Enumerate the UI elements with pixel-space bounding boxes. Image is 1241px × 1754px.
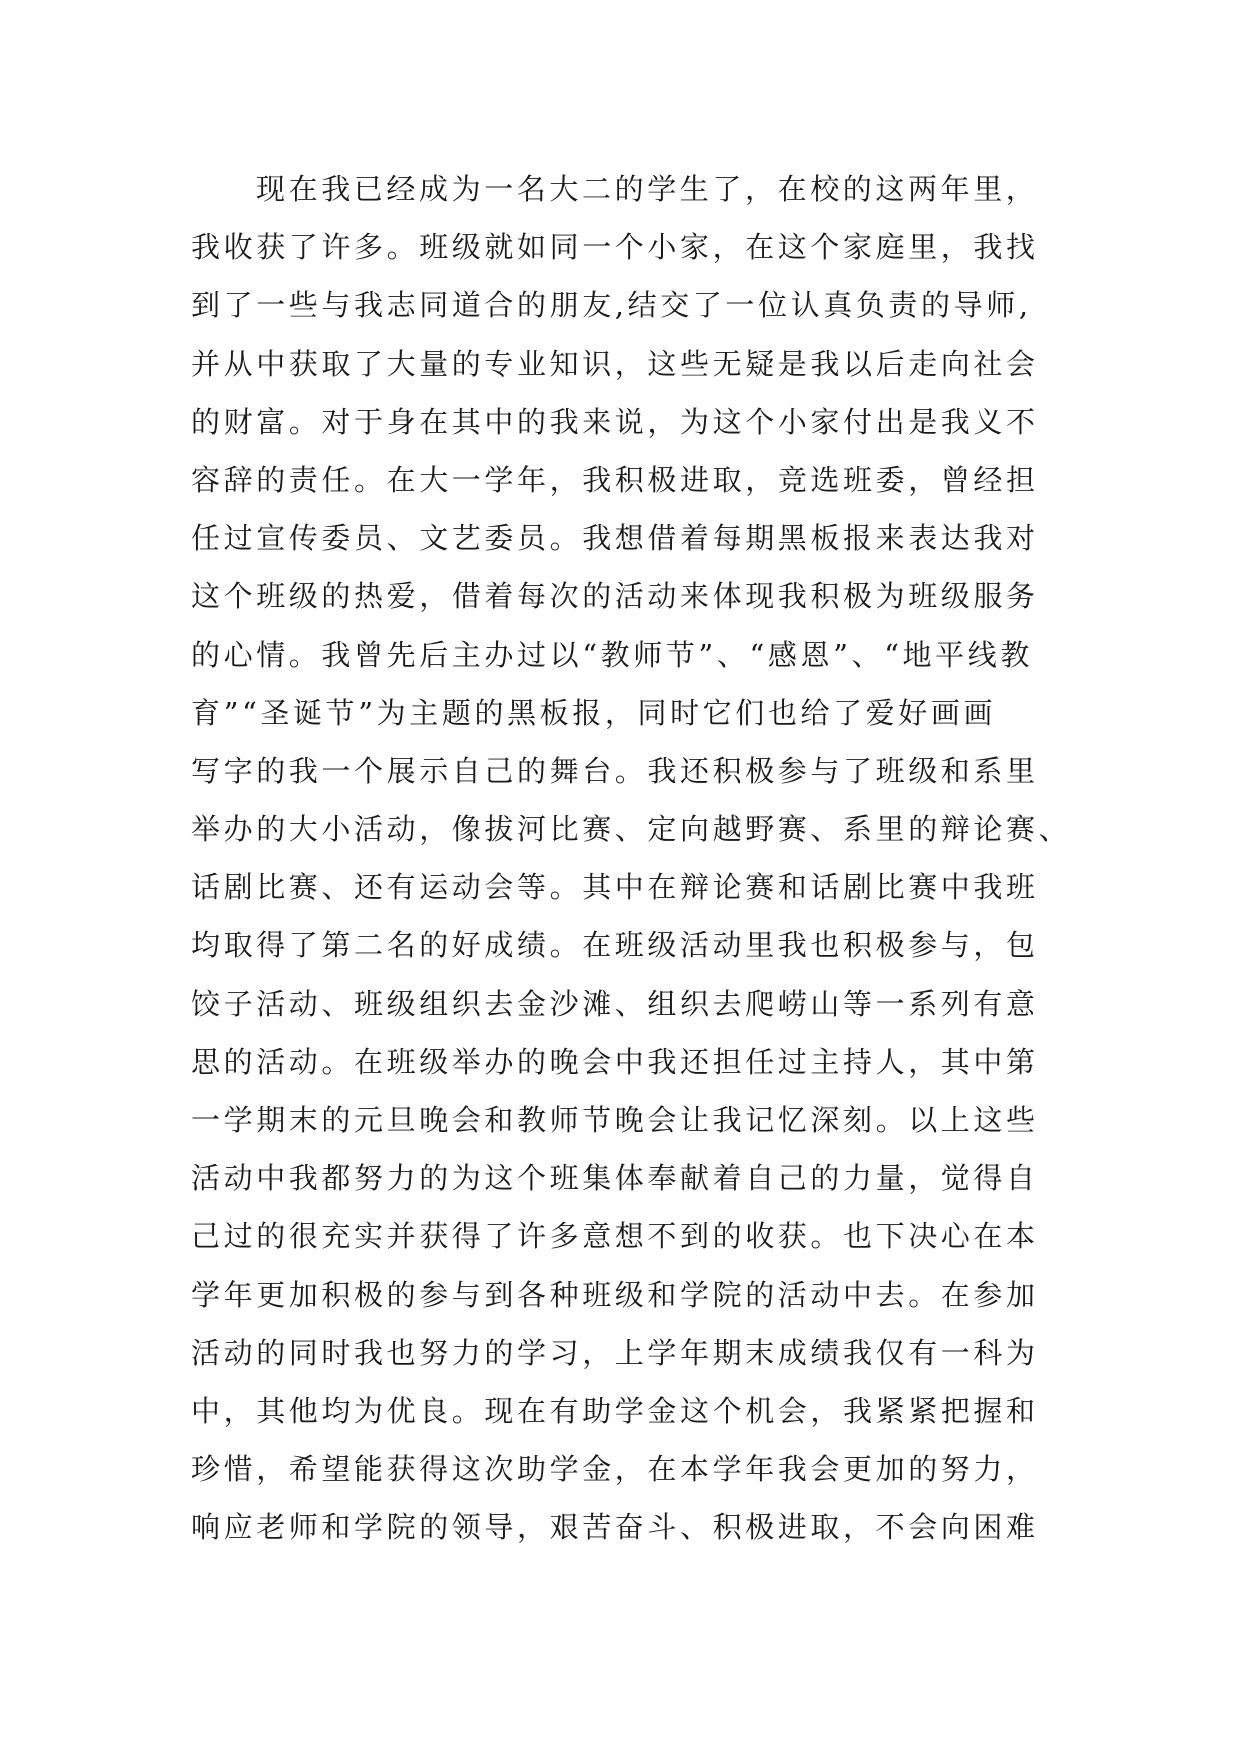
text-line: 活动的同时我也努力的学习，上学年期末成绩我仅有一科为 [191,1335,1039,1370]
text-line: 中，其他均为优良。现在有助学金这个机会，我紧紧把握和 [191,1393,1039,1428]
text-line: 己过的很充实并获得了许多意想不到的收获。也下决心在本 [191,1219,1039,1254]
text-line: 举办的大小活动，像拔河比赛、定向越野赛、系里的辩论赛、 [191,812,1072,847]
text-line: 珍惜，希望能获得这次助学金，在本学年我会更加的努力， [191,1452,1039,1487]
text-line: 话剧比赛、还有运动会等。其中在辩论赛和话剧比赛中我班 [191,870,1039,905]
text-line: 育”“圣诞节”为主题的黑板报，同时它们也给了爱好画画 [191,695,997,730]
text-line: 到了一些与我志同道合的朋友,结交了一位认真负责的导师, [191,288,1032,323]
body-paragraph [191,160,1091,1557]
text-line: 并从中获取了大量的专业知识，这些无疑是我以后走向社会 [191,346,1039,381]
text-line: 写字的我一个展示自己的舞台。我还积极参与了班级和系里 [191,753,1039,788]
text-line: 均取得了第二名的好成绩。在班级活动里我也积极参与，包 [191,928,1039,963]
text-line: 思的活动。在班级举办的晚会中我还担任过主持人，其中第 [191,1044,1039,1079]
text-line: 活动中我都努力的为这个班集体奉献着自己的力量，觉得自 [191,1161,1039,1196]
text-line: 现在我已经成为一名大二的学生了，在校的这两年里， [256,172,1039,206]
text-line: 饺子活动、班级组织去金沙滩、组织去爬崂山等一系列有意 [191,986,1039,1021]
text-line: 响应老师和学院的领导，艰苦奋斗、积极进取，不会向困难 [191,1510,1039,1545]
text-line: 容辞的责任。在大一学年，我积极进取，竞选班委，曾经担 [191,462,1039,497]
text-line: 我收获了许多。班级就如同一个小家，在这个家庭里，我找 [191,230,1039,265]
text-line: 学年更加积极的参与到各种班级和学院的活动中去。在参加 [191,1277,1039,1312]
text-line: 任过宣传委员、文艺委员。我想借着每期黑板报来表达我对 [191,521,1039,556]
text-line: 这个班级的热爱，借着每次的活动来体现我积极为班级服务 [191,579,1039,614]
text-line: 的财富。对于身在其中的我来说，为这个小家付出是我义不 [191,404,1039,439]
text-line: 一学期末的元旦晚会和教师节晚会让我记忆深刻。以上这些 [191,1103,1039,1137]
text-line: 的心情。我曾先后主办过以“教师节”、“感恩”、“地平线教 [191,637,1033,672]
